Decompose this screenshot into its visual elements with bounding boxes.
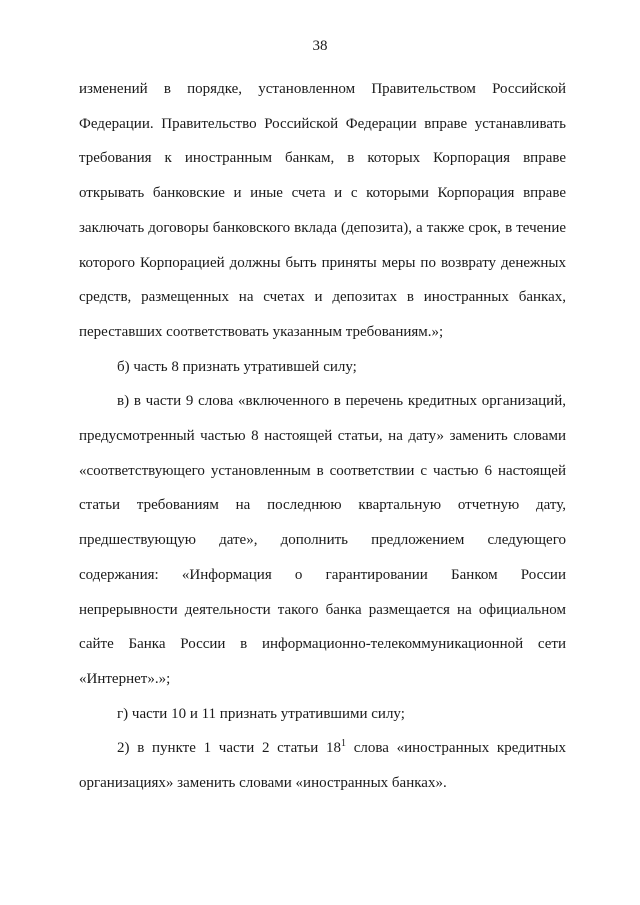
paragraph-item-2: [79, 731, 566, 800]
paragraph-continuation: изменений в порядке, установленном Правительством Российской Федерации. Правительство Российской Федерации вправе устанавливать требования к иностранным банкам, в которых Корпорация вправе открывать банковские и иные счета и с которыми Корпорация вправе заключать договоры банковского вклада (депозита), а также срок, в течение которого Корпорацией должны быть приняты меры по возврату денежных средств, размещенных на счетах и депозитах в иностранных банках, переставших соответствовать указанным требованиям.»;: [79, 81, 566, 340]
article-superscript: 1: [340, 738, 346, 750]
paragraph-item-v: в) в части 9 слова «включенного в перечень кредитных организаций, предусмотренный частью 8 настоящей статьи, на дату» заменить словами «соответствующего установленным в соответствии с частью 6 настоящей статьи требованиям на последнюю квартальную отчетную дату, предшествующую дате», дополнить предложением следующего содержания: «Информация о гарантировании Банком России непрерывности деятельности такого банка размещается на официальном сайте Банка России в информационно-телекоммуникационной сети «Интернет».»;: [79, 393, 566, 687]
paragraph-item-g: г) части 10 и 11 признать утратившими силу;: [117, 705, 405, 722]
paragraph-item-2-end: слова «иностранных кредитных организациях» заменить словами «иностранных банках».: [79, 740, 566, 792]
paragraph-item-b: б) часть 8 признать утратившей силу;: [117, 358, 357, 375]
paragraph-item-2-start: 2) в пункте 1 части 2 статьи 18: [117, 740, 341, 757]
document-body: [79, 72, 566, 801]
page-number: 38: [312, 38, 328, 54]
